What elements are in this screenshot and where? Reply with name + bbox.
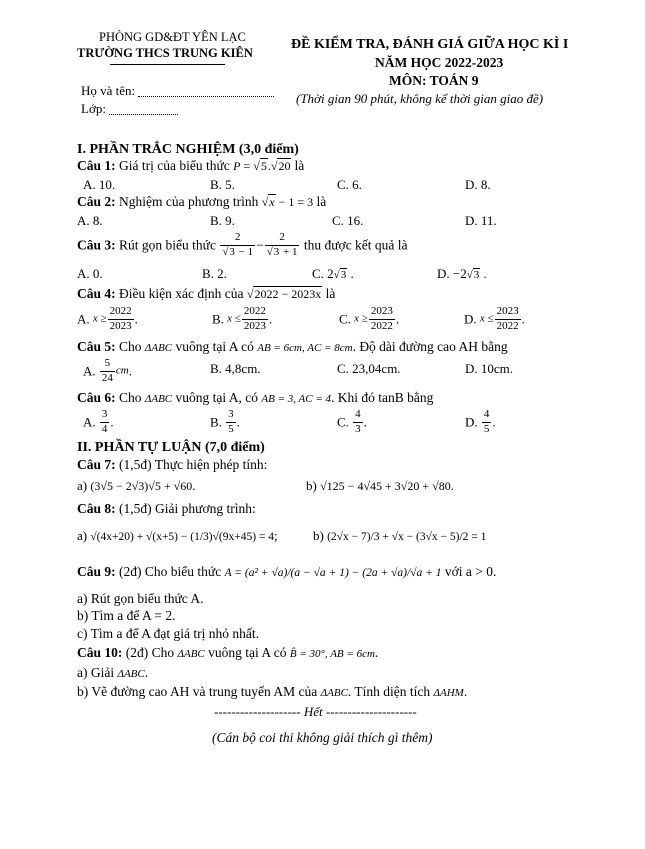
option-a[interactable]: A. $\frac{5}{24}$ cm.: [83, 357, 132, 384]
question-label: Câu 6:: [77, 390, 116, 405]
math-expression: √x − 1 = 3: [261, 195, 314, 209]
q7-part-b: b) √125 − 4√45 + 3√20 + √80.: [306, 478, 454, 493]
name-label: Họ và tên:: [81, 83, 136, 98]
triangle-symbol: ΔABC: [144, 342, 173, 354]
math-expression: √125 − 4√45 + 3√20 + √80: [320, 479, 451, 493]
question-7: [77, 458, 267, 472]
school-year: NĂM HỌC 2022-2023: [375, 55, 504, 70]
class-label: Lớp:: [81, 101, 106, 116]
option-d[interactable]: D. $\frac{4}{5}$ .: [465, 408, 496, 435]
question-text: Giá trị của biểu thức: [119, 158, 230, 173]
given-values: AB = 3, AC = 4: [261, 393, 332, 405]
math-expression: (2√x − 7)/3 + √x − (3√x − 5)/2 = 1: [327, 531, 487, 543]
option-c[interactable]: C. 23,04cm.: [337, 361, 401, 376]
part2-heading: II. PHẦN TỰ LUẬN (7,0 điểm): [77, 440, 265, 455]
name-blank[interactable]: [138, 88, 274, 97]
math-expression: √2022 − 2023x: [246, 287, 322, 301]
option-a[interactable]: A. 10.: [83, 177, 116, 192]
department-name: PHÒNG GD&ĐT YÊN LẠC: [99, 30, 246, 44]
option-d[interactable]: D. 10cm.: [465, 361, 514, 376]
q8-part-b: b) (2√x − 7)/3 + √x − (3√x − 5)/2 = 1: [313, 528, 487, 543]
end-marker: -------------------- Hết ---------------------: [214, 704, 417, 719]
footer-note: (Cán bộ coi thi không giải thích gì thêm): [212, 730, 433, 745]
option-d[interactable]: D. x ≤ $\frac{2023}{2022}$ .: [464, 305, 525, 332]
question-text: Nghiệm của phương trình: [119, 194, 259, 209]
triangle-symbol: ΔABC: [177, 648, 205, 660]
subject: MÔN: TOÁN 9: [389, 73, 479, 88]
option-d[interactable]: D. 11.: [465, 213, 497, 228]
name-field[interactable]: [81, 84, 274, 97]
option-a[interactable]: A. $\frac{3}{4}$ .: [83, 408, 114, 435]
given-values: AB = 6cm, AC = 8cm: [257, 342, 353, 354]
option-c[interactable]: C. 2√3 .: [312, 266, 354, 281]
question-label: Câu 8:: [77, 501, 116, 516]
question-10: Câu 10: (2đ) Cho ΔABC vuông tại A có B̂ = 30°, AB = 6cm.: [77, 645, 379, 660]
q10-item-b: b) Vẽ đường cao AH và trung tuyến AM của ΔABC. Tính diện tích ΔAHM.: [77, 684, 468, 699]
part1-heading: I. PHẦN TRẮC NGHIỆM (3,0 điểm): [77, 142, 299, 157]
question-suffix: là: [294, 158, 305, 173]
option-c[interactable]: C. x ≥ $\frac{2023}{2022}$ .: [339, 305, 400, 332]
option-b[interactable]: B. 9.: [210, 213, 235, 228]
question-suffix: thu được kết quả là: [303, 237, 408, 253]
option-c[interactable]: C. $\frac{4}{3}$ .: [337, 408, 367, 435]
question-label: Câu 9:: [77, 564, 116, 579]
math-expression: P = √5.√20: [233, 159, 291, 173]
q7-part-a: a) (3√5 − 2√3)√5 + √60.: [77, 478, 196, 493]
given-values: B̂ = 30°, AB = 6cm: [289, 648, 375, 660]
option-b[interactable]: B. 4,8cm.: [210, 361, 261, 376]
question-label: Câu 2:: [77, 194, 116, 209]
option-b[interactable]: B. 2.: [202, 266, 227, 281]
time-note: (Thời gian 90 phút, không kể thời gian giao đề): [296, 91, 544, 106]
question-3: Câu 3: Rút gọn biểu thức $\frac{2}{√3 - 1}$ − $\frac{2}{√3 + 1}$ thu được kết quả là: [77, 231, 408, 258]
exam-title: ĐỀ KIỂM TRA, ĐÁNH GIÁ GIỮA HỌC KÌ I: [291, 37, 569, 52]
class-field[interactable]: [81, 102, 178, 115]
question-1: [77, 159, 304, 173]
q9-item-c: c) Tìm a để A đạt giá trị nhỏ nhất.: [77, 626, 259, 641]
option-a[interactable]: A. x ≥ $\frac{2022}{2023}$ .: [77, 305, 138, 332]
fraction-1: $\frac{2}{√3 - 1}$: [222, 231, 254, 258]
question-label: Câu 5:: [77, 339, 116, 354]
question-label: Câu 10:: [77, 645, 123, 660]
question-suffix: là: [325, 286, 336, 301]
question-2: [77, 195, 326, 209]
option-a[interactable]: A. 0.: [77, 266, 103, 281]
question-6: Câu 6: Cho ΔABC vuông tại A, có AB = 3, AC = 4. Khi đó tanB bằng: [77, 390, 434, 405]
condition: với a > 0.: [444, 564, 497, 579]
option-c[interactable]: C. 6.: [337, 177, 362, 192]
math-expression: (3√5 − 2√3)√5 + √60: [90, 479, 193, 493]
option-b[interactable]: B. $\frac{3}{5}$ .: [210, 408, 240, 435]
question-label: Câu 4:: [77, 286, 116, 301]
q10-item-a: a) Giải ΔABC.: [77, 665, 149, 680]
triangle-symbol: ΔABC: [144, 393, 173, 405]
question-text: (2đ) Cho biểu thức: [119, 564, 222, 579]
option-d[interactable]: D. 8.: [465, 177, 491, 192]
option-d[interactable]: D. −2√3 .: [437, 266, 487, 281]
class-blank[interactable]: [109, 106, 178, 115]
question-text: (1,5đ) Giải phương trình:: [119, 501, 256, 516]
question-text: Điều kiện xác định của: [119, 286, 244, 301]
q9-item-a: a) Rút gọn biểu thức A.: [77, 591, 204, 606]
math-expression: A = (a² + √a)/(a − √a + 1) − (2a + √a)/√a + 1: [224, 567, 442, 579]
option-b[interactable]: B. x ≤ $\frac{2022}{2023}$ .: [212, 305, 273, 332]
option-b[interactable]: B. 5.: [210, 177, 235, 192]
question-4: [77, 287, 335, 301]
question-text: Rút gọn biểu thức: [119, 237, 216, 253]
school-underline: [110, 64, 225, 65]
option-a[interactable]: A. 8.: [77, 213, 103, 228]
option-c[interactable]: C. 16.: [332, 213, 364, 228]
question-label: Câu 1:: [77, 158, 116, 173]
q9-item-b: b) Tìm a để A = 2.: [77, 608, 176, 623]
question-8: [77, 502, 256, 516]
question-label: Câu 7:: [77, 457, 116, 472]
question-label: Câu 3:: [77, 237, 116, 253]
math-expression: √(4x+20) + √(x+5) − (1/3)√(9x+45) = 4: [90, 531, 275, 543]
question-text: (1,5đ) Thực hiện phép tính:: [119, 457, 268, 472]
question-suffix: là: [316, 194, 327, 209]
fraction-2: $\frac{2}{√3 + 1}$: [266, 231, 298, 258]
school-name: TRƯỜNG THCS TRUNG KIÊN: [77, 46, 253, 60]
question-5: Câu 5: Cho ΔABC vuông tại A có AB = 6cm, AC = 8cm. Độ dài đường cao AH bằng: [77, 339, 508, 354]
question-9: [77, 565, 496, 580]
q8-part-a: a) √(4x+20) + √(x+5) − (1/3)√(9x+45) = 4;: [77, 528, 278, 543]
